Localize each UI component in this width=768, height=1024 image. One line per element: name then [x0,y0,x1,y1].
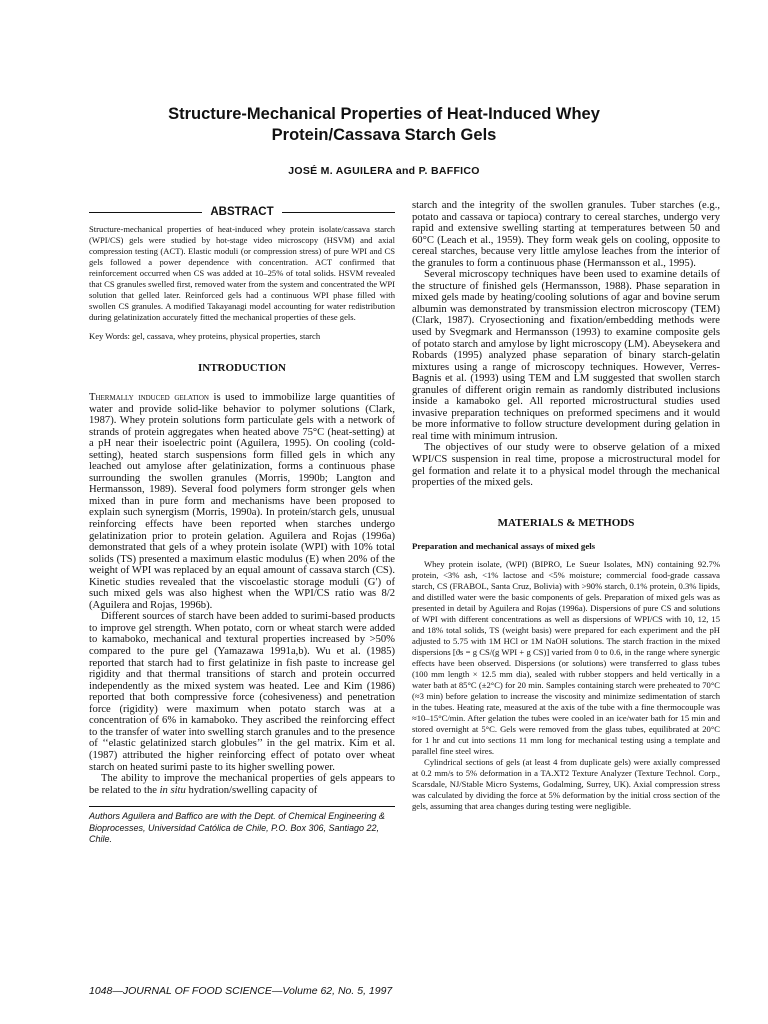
methods-subheading: Preparation and mechanical assays of mixed gels [412,540,596,551]
abstract-rule-right [282,212,395,213]
abstract-heading-label: ABSTRACT [210,206,274,218]
methods-paragraph-1: Whey protein isolate, (WPI) (BIPRO, Le Sueur Isolates, MN) containing 92.7% protein, <3% ash, <1% lactose and <5% moisture; commercial food-grade cassava starch, CS (FRABOL, Santa Cruz, Bolivia) with >90% starch, 0.1% protein, 0.3% lipids, and distilled water were the basic components of gels. Preparation of mixed gels was as presented in detail by Aguilera and Rojas (1996a). Dispersions of pure CS and solutions of WPI with different concentrations as well as dispersions of WPI/CS with 10, 12, 15 and 18% total solids, TS (weight basis) were prepared for each experiment and the pH adjusted to 5.75 with 1M HCl or 1M NaOH solutions. The starch fraction in the mixed dispersions [ϑs = g CS/(g WPI + g CS)] varied from 0 to 0.6, in the range where synergic effects have been observed. Dispersions (or solutions) were transferred to glass tubes (100 mm length × 12.5 mm dia), sealed with rubber stoppers and held vertically in a water bath at 85°C (±2°C) for 20 min. Samples containing starch were preheated to 70°C (≈3 min) before gelation to increase the viscosity and minimize sedimentation of starch in the tubes. Heating rate, measured at the axis of the tube with a fine thermocouple was ≈10–15°C/min. After gelation the tubes were cooled in an ice/water bath for 15 min and stored overnight at 5°C. Gels were removed from the glass tubes, equilibrated at 20°C for 1 hr and cut into sections 11 mm long for mechanical testing using a template and parallel fine steel wires. [412,558,720,756]
intro-paragraph-3-b: hydration/swelling capacity of [185,784,318,796]
right-paragraph-2: Several microscopy techniques have been used to examine details of the structure of finished gels (Hermansson, 1988). Phase separation in mixed gels made by heating/cooling solutions of agar and bovine serum albumin was demonstrated by transmission electron microscopy (TEM) (Clark, 1987). Cryosectioning and fixation/embedding methods were used by Svegmark and Hermansson (1993) to examine composite gels of potato starch and amylose by light microscopy (LM). Abeysekera and Robards (1995) analyzed phase separation of binary starch-gelatin mixtures using a range of microscopy techniques. However, Verres-Bagnis et al. (1993) using TEM and LM suggested that swollen starch granules of different origin remain as randomly distributed inclusions inside a kamaboko gel. All reported microstructural studies used invasive preparation techniques on preformed specimens and it would be more informative to follow structure development during gelation in real time with minimum intrusion. [412,269,720,442]
page-footer: 1048—JOURNAL OF FOOD SCIENCE—Volume 62, No. 5, 1997 [89,985,393,997]
abstract-heading [89,206,395,218]
right-paragraph-3: The objectives of our study were to observe gelation of a mixed WPI/CS suspension in real time, propose a microstructural model for gel formation and relate it to a physical model through the mechanical properties of the mixed gels. [412,442,720,489]
title-line-2: Protein/Cassava Starch Gels [271,126,497,144]
intro-paragraph-2: Different sources of starch have been added to surimi-based products to improve gel strength. When potato, corn or wheat starch were added to kamaboko, mechanical and textural properties increased by >50% compared to the pure gel (Yamazawa 1991a,b). Wu et al. (1985) reported that starch had to first gelatinize in fish paste to increase gel rigidity and that thermal transitions of starch and protein occurred independently as the mixed system was heated. Lee and Kim (1986) reported that both compressive force (cohesiveness) and penetration force (rigidity) were maximum when potato starch was at a concentration of 6% in kamaboko. They ascribed the reinforcing effect to the transfer of water into swelling starch granules and to the presence of ‘‘elastic gelatinized starch globules’’ in the gel matrix. Kim et al. (1987) attributed the higher reinforcing effect of potato over wheat starch on heated surimi paste to its higher swelling power. [89,611,395,773]
methods-paragraph-2: Cylindrical sections of gels (at least 4 from duplicate gels) were axially compressed at 0.2 mm/s to 5% deformation in a TA.XT2 Texture Analyzer (Texture Technol. Corp., Scarsdale, NJ/Stable Micro Systems, Godalming, Surrey, UK). Axial compression stress was calculated by dividing the force at 5% deformation by the initial cross section of the gels, assuming that area changes during testing were negligible. [412,756,720,811]
abstract-text: Structure-mechanical properties of heat-induced whey protein isolate/cassava starch (WPI/CS) gels were studied by hot-stage video microscopy (HSVM) and axial compression testing (ACT). Elastic moduli (or compression stress) of pure WPI and CS gels followed a power dependence with concentration. ACT confirmed that reinforcement occurred when CS was added at 10–25% of total solids. HSVM revealed that CS granules swelled first, removed water from the system and concentrated the WPI solution that gelled later. Reinforced gels had a continuous WPI phase filled with swollen CS granules. A modified Takayanagi model accounting for water redistribution during gelatinization accurately fitted the mechanical properties of these gels. [89,224,395,322]
intro-paragraph-3-a: The ability to improve the mechanical properties of gels appears to be related to the [89,773,395,796]
right-paragraph-1: starch and the integrity of the swollen granules. Tuber starches (e.g., potato and cassava or tapioca) contrary to cereal starches, undergo very rapid and extensive swelling starting at temperatures between 50 and 60°C (Leach et al., 1959). They form weak gels on cooling, opposite to cereal starches, because very little amylose leaches from the interior of the granules to form a continuous phase (Hermansson et al., 1995). [412,200,720,269]
introduction-heading: INTRODUCTION [197,362,286,374]
article-title [60,104,708,146]
right-column [412,200,720,812]
author-line: JOSÉ M. AGUILERA and P. BAFFICO [288,165,480,177]
intro-paragraph-3-italic: in situ [159,784,186,796]
abstract-rule-left [89,212,202,213]
footnote-rule [89,806,395,807]
intro-paragraph-3 [89,773,395,796]
intro-paragraph-1-text: is used to immobilize large quantities of water and provide solid-like behavior to polymer solutions (Clark, 1987). Whey protein solutions form particulate gels with a network of strands of protein aggregates when heated above 75°C (heat-setting) at a pH near their isoelectric point (Aguilera, 1995). On cooling (cold-setting), heated starch suspensions form filled gels in which any leached out amylose after gelatinization, forms a continuous phase surrounding the swollen granules (Morris, 1990b; Langton and Hermansson, 1989). Several food polymers form stronger gels when mixed than in pure form and mechanisms have been proposed to explain such synergism (Morris, 1990a). In protein/starch gels, unusual reinforcing effects have been reported when starches undergo gelatinization prior to protein gelation. Aguilera and Rojas (1996a) demonstrated that gels of a whey protein isolate (WPI) with 10% total solids (TS) presented a maximum elastic modulus (E) when 20% of the weight of WPI was replaced by an equal amount of cassava starch (CS). Kinetic studies revealed that the viscoelastic storage moduli (G′) of such mixed gels was also highest when the WPI/CS ratio was 8/2 (Aguilera and Rojas, 1996b). [89,392,395,611]
intro-lead-smallcaps: Thermally induced gelation [89,392,209,403]
title-line-1: Structure-Mechanical Properties of Heat-Induced Whey [168,105,600,123]
keywords: Key Words: gel, cassava, whey proteins, physical properties, starch [89,331,321,341]
intro-paragraph-1 [89,392,395,611]
methods-heading: MATERIALS & METHODS [497,516,635,529]
left-column [89,200,395,846]
author-affiliation-footnote: Authors Aguilera and Baffico are with the Dept. of Chemical Engineering & Bioprocesses, Universidad Católica de Chile, P.O. Box 306, Santiago 22, Chile. [89,811,385,845]
